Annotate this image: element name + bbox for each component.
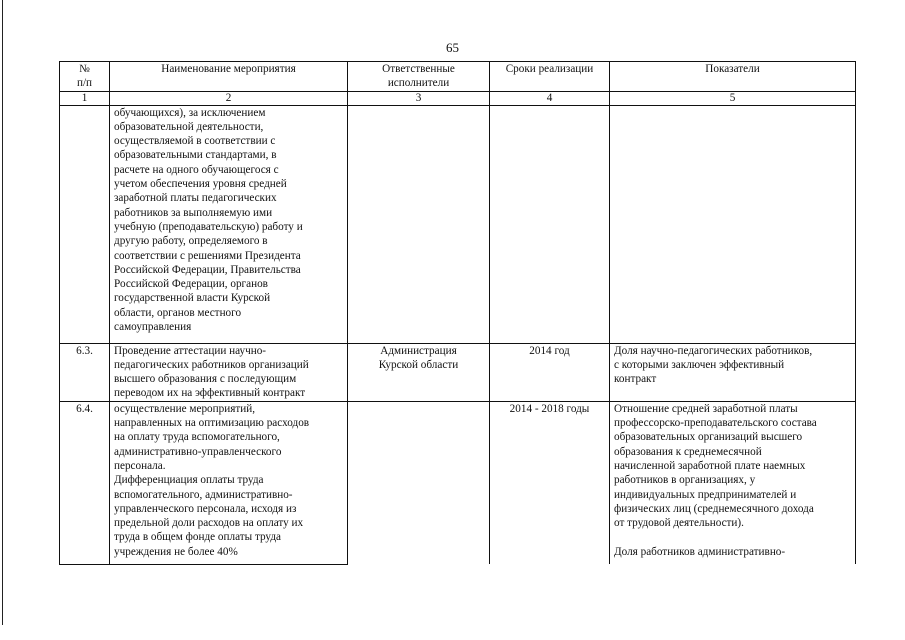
table-row [60, 105, 856, 343]
responsible: Администрация Курской области [348, 343, 490, 401]
column-number: 5 [610, 91, 856, 105]
row-number: 6.3. [60, 343, 110, 401]
column-number: 1 [60, 91, 110, 105]
header-period: Сроки реализации [490, 62, 610, 92]
indicators: Отношение средней заработной платы профессорско-преподавательского состава образовательных организаций высшего образования к среднемесячной начисленной заработной плате наемных работников в организациях, у индивидуальных предпринимателей и физических лиц (среднемесячного дохода от трудовой деятельности). Доля работников административно- [610, 401, 856, 564]
activity-name: Проведение аттестации научно- педагогических работников организаций высшего образования с последующим переводом их на эффективный контракт [110, 343, 348, 401]
indicators: Доля научно-педагогических работников, с которыми заключен эффективный контракт [610, 343, 856, 401]
table-header-row [60, 62, 856, 92]
column-number: 2 [110, 91, 348, 105]
column-number-row [60, 91, 856, 105]
responsible [348, 401, 490, 564]
header-indicators: Показатели [610, 62, 856, 92]
header-activity-name: Наименование мероприятия [110, 62, 348, 92]
page-edge-line [2, 0, 3, 625]
header-responsible: Ответственные исполнители [348, 62, 490, 92]
table-row [60, 401, 856, 564]
page-number: 65 [446, 40, 459, 55]
activity-name: обучающихся), за исключением образовательной деятельности, осуществляемой в соответствии с образовательными стандартами, в расчете на одного обучающегося с учетом обеспечения уровня средней заработной платы педагогических работников за выполняемую ими учебную (преподавательскую) работу и другую работу, определяемого в соответствии с решениями Президента Российской Федерации, Правительства Российской Федерации, органов государственной власти Курской области, органов местного самоуправления [110, 105, 348, 343]
row-number [60, 105, 110, 343]
activities-table [59, 61, 856, 565]
period: 2014 год [490, 343, 610, 401]
table-row [60, 343, 856, 401]
period [490, 105, 610, 343]
period: 2014 - 2018 годы [490, 401, 610, 564]
column-number: 4 [490, 91, 610, 105]
row-number: 6.4. [60, 401, 110, 564]
responsible [348, 105, 490, 343]
header-number: № п/п [60, 62, 110, 92]
column-number: 3 [348, 91, 490, 105]
activity-name: осуществление мероприятий, направленных на оптимизацию расходов на оплату труда вспомогательного, административно-управленческого персонала. Дифференциация оплаты труда вспомогательного, административно- управленческого персонала, исходя из предельной доли расходов на оплату их труда в общем фонде оплаты труда учреждения не более 40% [110, 401, 348, 564]
indicators [610, 105, 856, 343]
